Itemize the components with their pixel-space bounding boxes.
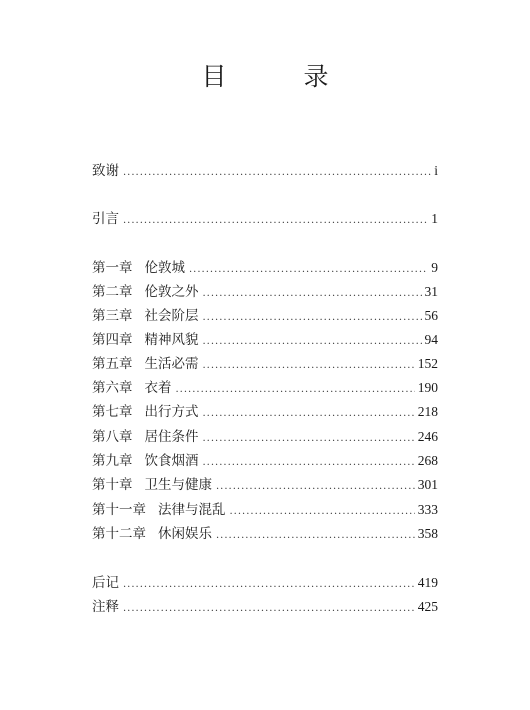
chapter-number: 第八章 [92,429,133,445]
page-number: 1 [431,211,438,226]
chapter-number: 第十二章 [92,526,146,542]
chapter-number: 第一章 [92,260,133,276]
entry-title: 卫生与健康 [144,477,212,493]
chapter-number: 第六章 [92,380,133,396]
page-number: 358 [417,526,438,541]
dot-leader [216,477,415,497]
entry-title: 衣着 [144,380,172,396]
entry-title: 社会阶层 [144,308,199,324]
dot-leader [203,453,415,473]
chapter-number: 第三章 [92,308,133,324]
dot-leader [203,356,415,376]
toc-entry-chapter-6[interactable] [92,378,438,398]
page-number: 9 [431,260,438,275]
chapter-number: 第四章 [92,332,133,348]
dot-leader [123,163,431,183]
entry-title: 出行方式 [144,404,199,420]
page-number: 152 [417,356,438,371]
page-number: 94 [424,332,438,347]
entry-title: 致谢 [92,163,119,179]
dot-leader [203,284,422,304]
dot-leader [189,260,428,280]
entry-title: 后记 [92,575,119,591]
toc-entry-notes[interactable] [92,597,438,617]
page-number: 246 [417,429,438,444]
chapter-number: 第十一章 [92,502,146,518]
page-title: 目 录 [201,62,355,91]
toc-entry-chapter-10[interactable] [92,475,438,495]
toc-entry-chapter-8[interactable] [92,427,438,447]
dot-leader [176,380,415,400]
dot-leader [203,308,422,328]
page-number: 333 [417,502,438,517]
toc-entry-chapter-3[interactable] [92,306,438,326]
entry-title: 居住条件 [144,429,199,445]
page-number: 218 [417,404,438,419]
toc-entry-chapter-11[interactable] [92,500,438,520]
page-number: 31 [424,284,438,299]
page-number: 419 [417,575,438,590]
dot-leader [203,332,422,352]
page-number: 268 [417,453,438,468]
chapter-number: 第七章 [92,404,133,420]
entry-title: 引言 [92,211,119,227]
page-number: i [434,163,438,178]
chapter-number: 第九章 [92,453,133,469]
toc-entry-chapter-5[interactable] [92,354,438,374]
chapter-number: 第十章 [92,477,133,493]
dot-leader [230,502,415,522]
page-number: 425 [417,599,438,614]
entry-title: 注释 [92,599,119,615]
page-number: 301 [417,477,438,492]
toc-entry-chapter-12[interactable] [92,524,438,544]
chapter-number: 第二章 [92,284,133,300]
toc-entry-chapter-7[interactable] [92,402,438,422]
toc-entry-chapter-4[interactable] [92,330,438,350]
dot-leader [123,575,415,595]
toc-entry-introduction[interactable] [92,209,438,229]
chapter-number: 第五章 [92,356,133,372]
entry-title: 精神风貌 [144,332,199,348]
entry-title: 休闲娱乐 [158,526,212,542]
entry-title: 伦敦城 [144,260,185,276]
toc-entry-acknowledgements[interactable] [92,161,438,181]
page-number: 56 [424,308,438,323]
entry-title: 法律与混乱 [158,502,226,518]
toc-entry-chapter-2[interactable] [92,282,438,302]
toc-entry-chapter-9[interactable] [92,451,438,471]
dot-leader [203,404,415,424]
toc-entry-afterword[interactable] [92,573,438,593]
dot-leader [203,429,415,449]
dot-leader [123,599,415,619]
dot-leader [216,526,415,546]
dot-leader [123,211,428,231]
entry-title: 伦敦之外 [144,284,199,300]
page-number: 190 [417,380,438,395]
entry-title: 生活必需 [144,356,199,372]
toc-entry-chapter-1[interactable] [92,258,438,278]
entry-title: 饮食烟酒 [144,453,199,469]
